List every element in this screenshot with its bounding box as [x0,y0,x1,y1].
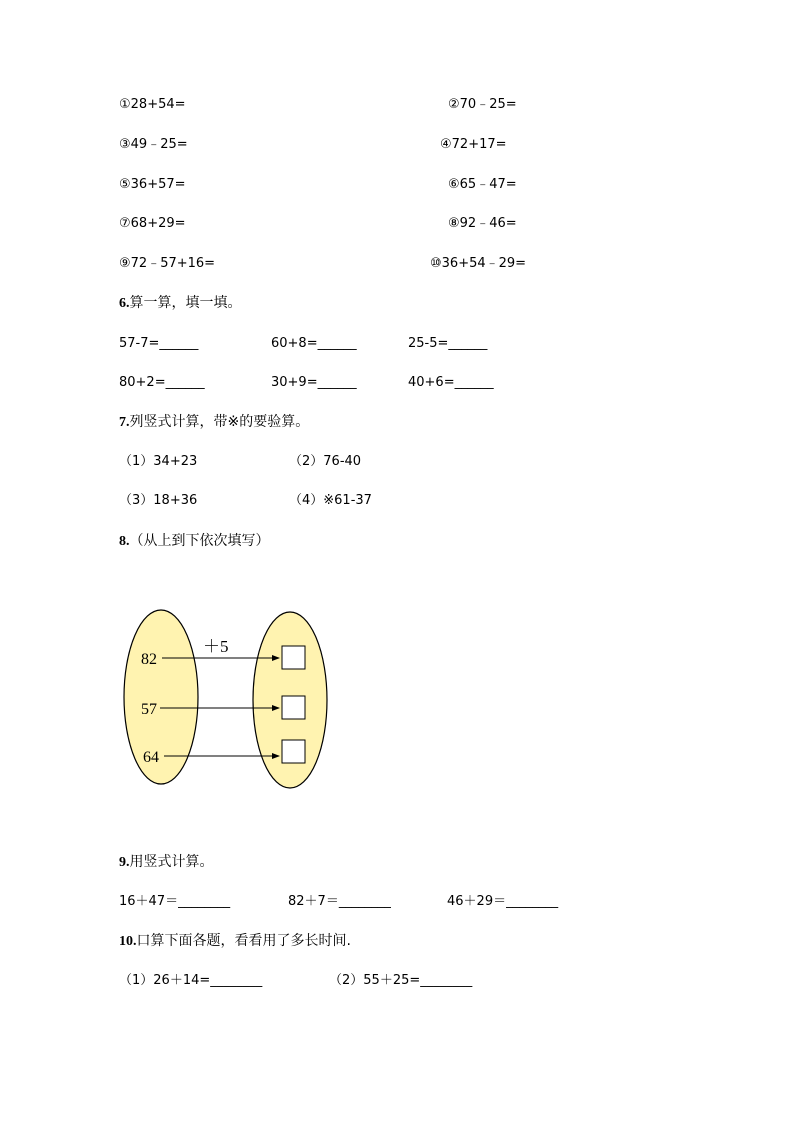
q7-title: 列竖式计算，带※的要验算。 [129,414,310,430]
arith-item-6: ⑥65﹣47= [448,177,517,192]
q6-item-1: 57-7=______ [119,336,199,351]
q8-title: （从上到下依次填写） [129,533,270,549]
q6-item-5: 30+9=______ [271,375,357,390]
input-value-1: 82 [141,651,157,668]
answer-box-3[interactable] [282,740,305,763]
q7-item-1: （1）34+23 [119,454,198,469]
q9-title: 用竖式计算。 [129,854,214,870]
operation-label: ＋5 [203,637,229,656]
input-ellipse [124,610,198,784]
q7-number: 7. [119,415,130,430]
q6-item-6: 40+6=______ [408,375,494,390]
q9-number: 9. [119,855,130,870]
q6-item-4: 80+2=______ [119,375,205,390]
arith-item-5: ⑤36+57= [119,177,186,192]
q7-item-3: （3）18+36 [119,493,198,508]
arith-item-2: ②70﹣25= [448,97,517,112]
input-value-3: 64 [143,749,159,766]
arith-item-7: ⑦68+29= [119,216,186,231]
arith-item-8: ⑧92﹣46= [448,216,517,231]
answer-box-2[interactable] [282,696,305,719]
q10-number: 10. [119,934,137,949]
arith-item-9: ⑨72﹣57+16= [119,256,216,271]
arith-item-3: ③49﹣25= [119,137,188,152]
q6-title: 算一算，填一填。 [129,295,242,311]
q9-item-2: 82＋7＝________ [288,894,391,909]
arith-item-4: ④72+17= [440,137,507,152]
q10-heading [119,933,351,950]
q7-item-2: （2）76-40 [289,454,362,469]
answer-box-1[interactable] [282,646,305,669]
q6-number: 6. [119,296,130,311]
q6-item-3: 25-5=______ [408,336,488,351]
input-value-2: 57 [141,701,157,718]
q10-title: 口算下面各题，看看用了多长时间. [136,933,351,949]
arith-item-10: ⑩36+54﹣29= [430,256,527,271]
q8-number: 8. [119,534,130,549]
q7-item-4: （4）※61-37 [289,493,372,508]
q9-item-1: 16＋47＝________ [119,894,231,909]
q6-item-2: 60+8=______ [271,336,357,351]
arith-item-1: ①28+54= [119,97,186,112]
q10-item-2: （2）55＋25=________ [329,973,473,988]
q10-item-1: （1）26＋14=________ [119,973,263,988]
q9-item-3: 46＋29＝________ [447,894,559,909]
q9-heading [119,854,214,871]
